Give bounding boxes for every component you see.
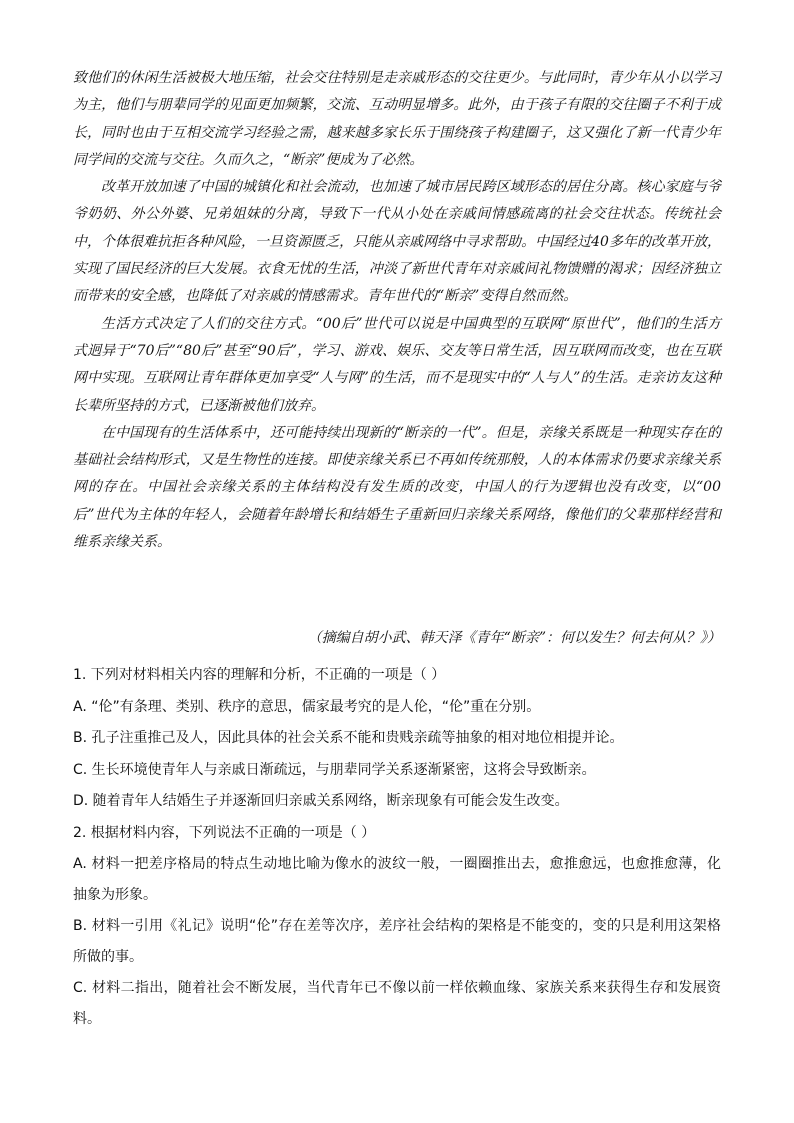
question-1-option-d: D. 随着青年人结婚生子并逐渐回归亲戚关系网络，断亲现象有可能会发生改变。 [73, 793, 569, 809]
question-1-option-c: C. 生长环境使青年人与亲戚日渐疏远，与朋辈同学关系逐渐紧密，这将会导致断亲。 [73, 761, 596, 778]
question-1-option-a: A. “伦”有条理、类别、秩序的意思，儒家最考究的是人伦，“伦”重在分别。 [73, 698, 541, 715]
question-1-stem: 1. 下列对材料相关内容的理解和分析，不正确的一项是（ ） [73, 667, 446, 683]
question-2-option-a: A. 材料一把差序格局的特点生动地比喻为像水的波纹一般，一圈圈推出去，愈推愈远，也愈推愈薄，化抽象为形象。 [73, 856, 721, 903]
question-2-option-c: C. 材料二指出，随着社会不断发展，当代青年已不像以前一样依赖血缘、家族关系来获得生存和发展资料。 [73, 980, 721, 1027]
question-2-stem: 2. 根据材料内容，下列说法不正确的一项是（ ） [73, 824, 376, 841]
passage-source: （摘编自胡小武、韩天泽《青年“断亲”：何以发生？何去何从？》） [307, 630, 721, 646]
passage-paragraph-1: 致他们的休闲生活被极大地压缩，社会交往特别是走亲戚形态的交往更少。与此同时，青少年从小以学习为主，他们与朋辈同学的见面更加频繁，交流、互动明显增多。此外，由于孩子有限的交往圈子不利于成长，同时也由于互相交流学习经验之需，越来越多家长乐于围绕孩子构建圈子，这又强化了新一代青少年同学间的交流与交往。久而久之，“断亲”便成为了必然。 [73, 70, 721, 168]
question-2-option-b: B. 材料一引用《礼记》说明“伦”存在差等次序，差序社会结构的架格是不能变的，变的只是利用这架格所做的事。 [73, 918, 721, 965]
passage-paragraph-3: 生活方式决定了人们的交往方式。“00后”世代可以说是中国典型的互联网“原世代”，他们的生活方式迥异于“70后”“80后”甚至“90后”，学习、游戏、娱乐、交友等日常生活，因互联网而改变，也在互联网中实现。互联网让青年群体更加享受“人与网”的生活，而不是现实中的“人与人”的生活。走亲访友这种长辈所坚持的方式，已逐渐被他们放弃。 [73, 315, 721, 414]
questions-section [73, 660, 721, 1035]
passage-paragraph-2: 改革开放加速了中国的城镇化和社会流动，也加速了城市居民跨区域形态的居住分离。核心家庭与爷爷奶奶、外公外婆、兄弟姐妹的分离，导致下一代从小处在亲戚间情感疏离的社会交往状态。传统社会中，个体很难抗拒各种风险，一旦资源匮乏，只能从亲戚网络中寻求帮助。中国经过40多年的改革开放，实现了国民经济的巨大发展。衣食无忧的生活，冲淡了新世代青年对亲戚间礼物馈赠的渴求；因经济独立而带来的安全感，也降低了对亲戚的情感需求。青年世代的“断亲”变得自然而然。 [73, 179, 721, 305]
question-1-option-b: B. 孔子注重推己及人，因此具体的社会关系不能和贵贱亲疏等抽象的相对地位相提并论。 [73, 730, 624, 746]
reading-passage [73, 65, 721, 556]
passage-paragraph-4: 在中国现有的生活体系中，还可能持续出现新的“断亲的一代”。但是，亲缘关系既是一种现实存在的基础社会结构形式，又是生物性的连接。即使亲缘关系已不再如传统那般，人的本体需求仍要求亲缘关系网的存在。中国社会亲缘关系的主体结构没有发生质的改变，中国人的行为逻辑也没有改变，以“00后”世代为主体的年轻人，会随着年龄增长和结婚生子重新回归亲缘关系网络，像他们的父辈那样经营和维系亲缘关系。 [73, 424, 721, 551]
